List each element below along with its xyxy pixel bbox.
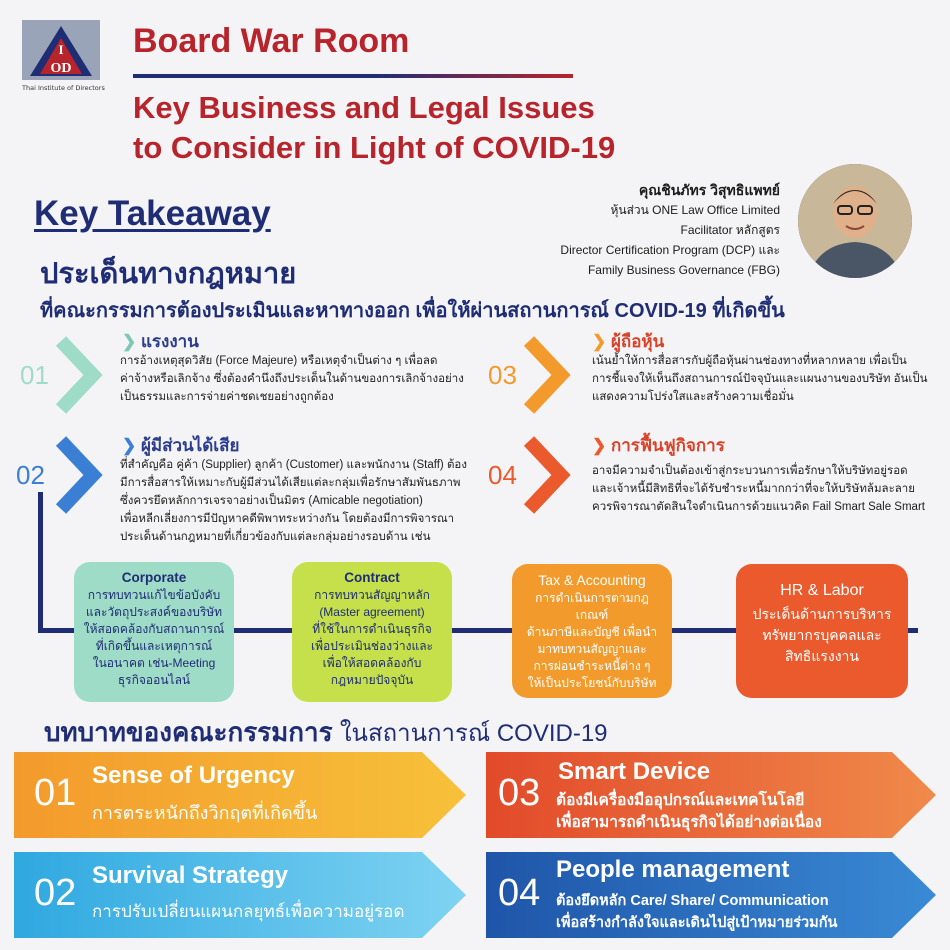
role-banner-01 xyxy=(14,752,466,838)
card-body: ประเด็นด้านการบริหาร ทรัพยากรบุคคลและ สิทธิแรงงาน xyxy=(752,606,892,664)
speaker-line: หุ้นส่วน ONE Law Office Limited xyxy=(610,203,780,217)
card-contract xyxy=(292,562,452,702)
role-number: 04 xyxy=(498,872,541,914)
subtitle-line-1: Key Business and Legal Issues xyxy=(133,90,595,125)
title-divider xyxy=(133,74,573,78)
subtitle-line-2: to Consider in Light of COVID-19 xyxy=(133,130,616,165)
chevron-right-icon xyxy=(55,435,103,515)
svg-text:I: I xyxy=(58,42,64,57)
issue-body xyxy=(592,352,927,406)
card-body: การทบทวนแก้ไขข้อบังคับ และวัตถุประสงค์ของบริษัท ให้สอดคล้องกับสถานการณ์ ที่เกิดขึ้นและเหตุการณ์ ในอนาคต เช่น-Meeting ธุรกิจออนไลน์ xyxy=(83,588,225,687)
issue-line: การอ้างเหตุสุดวิสัย (Force Majeure) หรือเหตุจำเป็นต่าง ๆ เพื่อลด xyxy=(120,355,438,367)
issue-number: 04 xyxy=(488,460,517,490)
speaker-info xyxy=(560,180,780,280)
issue-title: ❯ ผู้มีส่วนได้เสีย xyxy=(122,436,240,455)
role-number: 01 xyxy=(34,772,77,814)
speaker-line: Facilitator หลักสูตร xyxy=(680,223,780,237)
card-body: การดำเนินการตามกฎเกณฑ์ ด้านภาษีและบัญชี เพื่อนำ มาทบทวนสัญญาและ การผ่อนชำระหนี้ต่าง ๆ ให้เป็นประโยชน์กับบริษัท xyxy=(526,591,658,690)
legal-issues-subheading: ที่คณะกรรมการต้องประเมินและหาทางออก เพื่อให้ผ่านสถานการณ์ COVID-19 ที่เกิดขึ้น xyxy=(40,300,785,322)
logo-org-name: Thai Institute of Directors xyxy=(22,84,105,92)
issue-title: ❯ แรงงาน xyxy=(122,332,199,351)
issue-number: 02 xyxy=(16,460,45,490)
iod-triangle-icon xyxy=(22,20,100,80)
role-number: 03 xyxy=(498,772,541,814)
role-title: Survival Strategy xyxy=(92,862,289,889)
issue-number: 03 xyxy=(488,360,517,390)
issue-line: เน้นย้ำให้การสื่อสารกับผู้ถือหุ้นผ่านช่องทางที่หลากหลาย เพื่อเป็น xyxy=(592,355,907,367)
role-banner-03 xyxy=(486,752,936,838)
speaker-line: Family Business Governance (FBG) xyxy=(587,263,780,277)
card-tax-accounting xyxy=(512,564,672,698)
issue-body xyxy=(120,456,467,546)
speaker-name: คุณชินภัทร วิสุทธิแพทย์ xyxy=(638,182,780,198)
speaker-portrait-icon xyxy=(798,164,912,278)
speaker-line: Director Certification Program (DCP) และ xyxy=(560,243,780,257)
role-title: Sense of Urgency xyxy=(92,762,295,789)
key-takeaway-heading: Key Takeaway xyxy=(34,194,271,233)
issue-line: ประเด็นด้านกฎหมายที่เกี่ยวข้องกับแต่ละกลุ่มอย่างรอบด้าน เช่น xyxy=(120,531,431,543)
issue-line: การชี้แจงให้เห็นถึงสถานการณ์ปัจจุบันและแผนงานของบริษัท อันเป็น xyxy=(592,373,928,385)
issue-line: อาจมีความจำเป็นต้องเข้าสู่กระบวนการเพื่อรักษาให้บริษัทอยู่รอด xyxy=(592,465,908,477)
board-roles-heading-bold: บทบาทของคณะกรรมการ xyxy=(44,717,333,747)
issue-line: ค่าจ้างหรือเลิกจ้าง ซึ่งต้องคำนึงถึงประเด็นในด้านของการเลิกจ้างอย่าง xyxy=(120,373,464,385)
card-title: Corporate xyxy=(121,570,187,585)
legal-issues-heading: ประเด็นทางกฎหมาย xyxy=(40,258,297,290)
chevron-right-icon xyxy=(523,435,571,515)
role-subtitle: ต้องมีเครื่องมืออุปกรณ์และเทคโนโลยี เพื่อสามารถดำเนินธุรกิจได้อย่างต่อเนื่อง xyxy=(556,792,822,831)
role-number: 02 xyxy=(34,872,77,914)
issue-body xyxy=(120,352,464,406)
chevron-right-icon xyxy=(55,335,103,415)
role-subtitle: การตระหนักถึงวิกฤตที่เกิดขึ้น xyxy=(92,803,318,823)
role-subtitle: ต้องยึดหลัก Care/ Share/ Communication เพื่อสร้างกำลังใจและเดินไปสู่เป้าหมายร่วมกัน xyxy=(556,893,838,931)
logo-mark xyxy=(22,20,100,80)
issue-number: 01 xyxy=(20,360,49,390)
issue-line: เป็นธรรมและการจ่ายค่าชดเชยอย่างถูกต้อง xyxy=(120,391,334,403)
issue-line: เพื่อหลีกเลี่ยงการมีปัญหาคดีพิพาทระหว่างกัน โดยต้องมีการพิจารณา xyxy=(120,513,455,525)
connector-line xyxy=(38,492,43,632)
issue-body xyxy=(592,462,925,516)
issue-line: ที่สำคัญคือ คู่ค้า (Supplier) ลูกค้า (Customer) และพนักงาน (Staff) ต้อง xyxy=(120,459,467,471)
issue-line: แสดงความโปร่งใสและสร้างความเชื่อมั่น xyxy=(592,391,794,403)
role-banner-02 xyxy=(14,852,466,938)
card-hr-labor xyxy=(736,564,908,698)
card-corporate xyxy=(74,562,234,702)
role-title: Smart Device xyxy=(558,758,711,785)
svg-text:OD: OD xyxy=(50,61,72,76)
issue-title: ❯ ผู้ถือหุ้น xyxy=(592,332,665,351)
page-subtitle xyxy=(133,88,615,168)
page-title: Board War Room xyxy=(133,22,410,60)
role-banner-04 xyxy=(486,852,936,938)
card-body: การทบทวนสัญญาหลัก (Master agreement) ที่ใช้ในการดำเนินธุรกิจ เพื่อประเมินช่องว่างและ เพื่อให้สอดคล้องกับ กฎหมายปัจจุบัน xyxy=(310,588,434,687)
issue-title: ❯ การฟื้นฟูกิจการ xyxy=(592,436,725,455)
role-subtitle: การปรับเปลี่ยนแผนกลยุทธ์เพื่อความอยู่รอด xyxy=(92,902,405,921)
board-roles-heading xyxy=(44,712,608,753)
card-title: Contract xyxy=(344,570,400,585)
speaker-photo xyxy=(798,164,912,278)
issue-line: และเจ้าหนี้มีสิทธิที่จะได้รับชำระหนี้มากกว่าที่จะให้บริษัทล้มละลาย xyxy=(592,483,915,495)
board-roles-heading-light: ในสถานการณ์ COVID-19 xyxy=(339,720,608,747)
chevron-right-icon xyxy=(523,335,571,415)
iod-logo xyxy=(22,20,105,100)
role-title: People management xyxy=(556,856,790,883)
issue-line: ควรพิจารณาตัดสินใจดำเนินการด้วยแนวคิด Fail Smart Sale Smart xyxy=(592,501,925,513)
card-title: Tax & Accounting xyxy=(538,572,646,588)
issue-line: มีการสื่อสารให้เหมาะกับผู้มีส่วนได้เสียแต่ละกลุ่มเพื่อรักษาสัมพันธภาพ xyxy=(120,477,461,489)
card-title: HR & Labor xyxy=(780,582,864,599)
issue-line: ซึ่งควรยึดหลักการเจรจาอย่างเป็นมิตร (Amicable negotiation) xyxy=(120,495,423,507)
